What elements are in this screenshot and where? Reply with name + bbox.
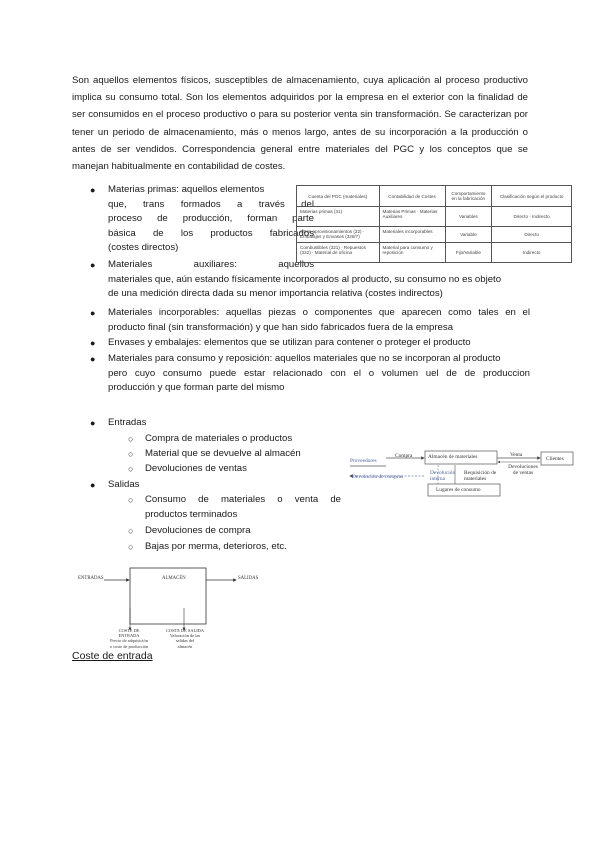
- label-venta: Venta: [510, 452, 523, 458]
- text-line: Envases y embalajes: elementos que se utilizan para contener o proteger el producto: [108, 337, 471, 348]
- table-cell: Indirecto: [492, 243, 572, 263]
- text-line: almacén: [177, 643, 193, 649]
- label-coste-salida: [160, 628, 210, 649]
- label-proveedores: Proveedores: [350, 458, 377, 464]
- bullet-dot: ●: [90, 308, 96, 318]
- salidas-item: Consumo de materiales o venta de: [145, 494, 341, 505]
- text-line: Materiales auxiliares: aquellos: [108, 259, 314, 270]
- label-dev-interna: Devolución interna: [430, 470, 456, 482]
- salidas-item-cont: productos terminados: [145, 509, 238, 520]
- table-header: Comportamiento en la fabricación: [445, 186, 492, 207]
- text-line: que, trans formados a través del: [108, 198, 314, 210]
- label-dev-compras: Devolución de compras: [352, 474, 404, 480]
- table-row: [297, 243, 572, 263]
- bullet-dot: ●: [90, 480, 96, 490]
- label-clientes: Clientes: [546, 456, 564, 462]
- text-line: de una medición directa dada su menor importancia relativa (costes indirectos): [108, 288, 443, 300]
- label-compra: Compra: [395, 453, 413, 459]
- text-line: pero cuyo consumo puede estar relacionado con el o volumen uel de de produccion: [108, 367, 530, 379]
- text-line: Precio de adquisición: [110, 638, 148, 644]
- bullet-materiales-incorporables: [108, 306, 530, 335]
- salidas-item: Devoluciones de compra: [145, 525, 251, 536]
- circle-bullet: ○: [128, 526, 134, 536]
- table-header: Cuenta del PGC (materiales): [297, 186, 380, 207]
- intro-paragraph: Son aquellos elementos físicos, susceptibles de almacenamiento, cuya aplicación al proceso productivo implica su consumo total. Son los elementos adquiridos por la empresa en el exterior con la finalidad de ser consumidos en el proceso productivo o para su posterior venta sin transformación. Se caracterizan por tener un periodo de almacenamiento, más o menos largo, antes de su incorporación a la producción o antes de ser vendidos. Correspondencia general entre materiales del PGC y los conceptos que se manejan habitualmente en contabilidad de costes.: [72, 75, 528, 173]
- text-line: Materias primas: aquellos elementos: [108, 184, 265, 195]
- text-line: proceso de producción, forman parte: [108, 213, 314, 225]
- pgc-correspondence-table: [296, 185, 572, 263]
- table-cell: Variable: [445, 227, 492, 243]
- bullet-dot: ●: [90, 338, 96, 348]
- entradas-item: Compra de materiales o productos: [145, 433, 293, 444]
- text-line: básica de los productos fabricados: [108, 227, 314, 239]
- circle-bullet: ○: [128, 449, 134, 459]
- table-header: Clasificación según el producto: [492, 186, 572, 207]
- bullet-materias-primas: [108, 183, 314, 256]
- text-line: producto final (sin transformación) y que han sido fabricados fuera de la empresa: [108, 321, 454, 333]
- table-cell: Directo: [492, 227, 572, 243]
- table-cell: Combustibles (321) · Repuestos (322) · Material de oficina: [297, 243, 380, 263]
- text-line: materiales que, aún estando físicamente incorporados al producto, su consumo no es objeto: [108, 273, 502, 285]
- label-almacen: Almacén de materiales: [428, 454, 478, 460]
- entradas-item: Devoluciones de ventas: [145, 463, 247, 474]
- text-line: producción y que forman parte del mismo: [108, 382, 285, 394]
- bullet-envases-embalajes: [108, 336, 530, 351]
- bullet-dot: ●: [90, 418, 96, 428]
- circle-bullet: ○: [128, 434, 134, 444]
- bullet-consumo-reposicion: [108, 352, 530, 396]
- salidas-item: Bajas por merma, deterioros, etc.: [145, 541, 287, 552]
- text-line: o coste de producción: [109, 643, 149, 649]
- text-line: COSTE DE: [118, 628, 140, 633]
- entradas-item: Material que se devuelve al almacén: [145, 448, 301, 459]
- salidas-label: Salidas: [108, 479, 140, 490]
- table-cell: Directo · Indirecto: [492, 207, 572, 227]
- table-header: Contabilidad de Costes: [379, 186, 445, 207]
- table-cell: Materiales incorporables: [379, 227, 445, 243]
- table-row: [297, 227, 572, 243]
- label-entradas: ENTRADAS: [78, 576, 104, 581]
- bullet-dot: ●: [90, 354, 96, 364]
- table-cell: Material para consumo y reposición: [379, 243, 445, 263]
- text-line: Valoración de las: [169, 633, 201, 639]
- circle-bullet: ○: [128, 495, 134, 505]
- text-line: ENTRADA: [118, 633, 140, 639]
- label-salidas: SALIDAS: [238, 576, 259, 581]
- text-line: salidas del: [175, 638, 195, 644]
- circle-bullet: ○: [128, 464, 134, 474]
- text-line: Materiales para consumo y reposición: aquellos materiales que no se incorporan al producto: [108, 353, 501, 364]
- table-cell: Fijo/Variable: [445, 243, 492, 263]
- table-row: [297, 207, 572, 227]
- table-header-row: [297, 186, 572, 207]
- table-cell: Variables: [445, 207, 492, 227]
- text-line: Materiales incorporables: aquellas piezas o componentes que aparecen como tales en el: [108, 307, 530, 318]
- label-lugares: Lugares de consumo: [436, 487, 481, 493]
- text-line: (costes directos): [108, 242, 179, 254]
- table-cell: Otros aprovisionamientos (32) · Embalajes y Envases (326/7): [297, 227, 380, 243]
- section-heading: Coste de entrada: [72, 650, 153, 662]
- label-coste-entrada: [104, 628, 154, 649]
- entradas-label: Entradas: [108, 417, 147, 428]
- bullet-materiales-auxiliares: [108, 258, 530, 302]
- label-almacen-2: ALMACÉN: [162, 576, 186, 581]
- label-requisicion: Requisición de materiales: [464, 470, 497, 482]
- bullet-dot: ●: [90, 260, 96, 270]
- table-cell: Materias Primas · Materias Auxiliares: [379, 207, 445, 227]
- circle-bullet: ○: [128, 542, 134, 552]
- bullet-dot: ●: [90, 185, 96, 195]
- label-dev-ventas: Devoluciones de ventas: [508, 464, 538, 476]
- text-line: COSTE DE SALIDA: [165, 628, 205, 633]
- table-cell: Materias primas (31): [297, 207, 380, 227]
